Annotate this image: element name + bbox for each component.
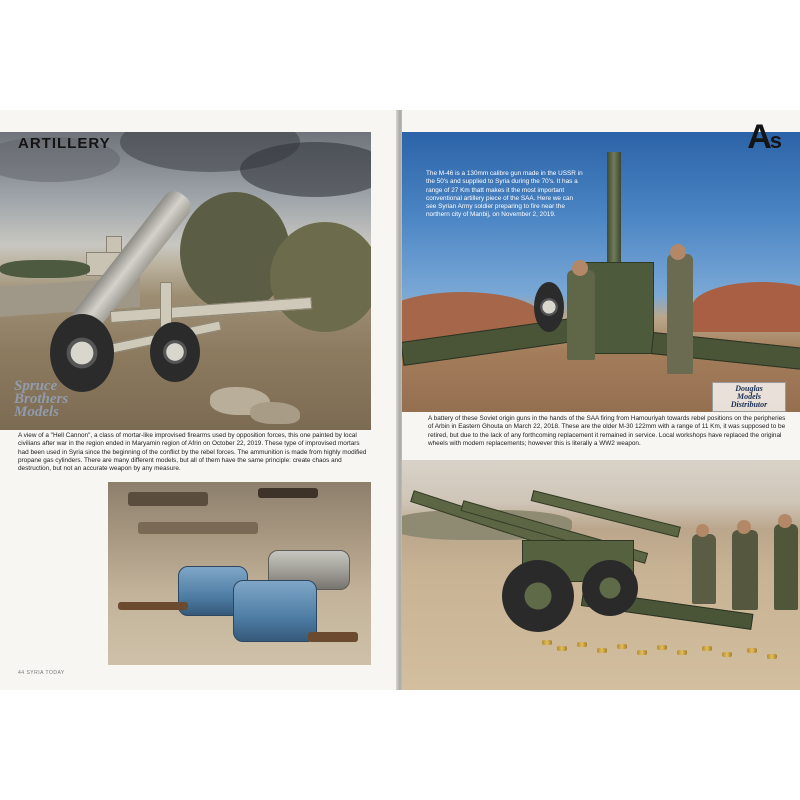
soldier-head <box>572 260 588 276</box>
m30-wheel <box>502 560 574 632</box>
soldier-head <box>778 514 792 528</box>
m30-battery-photo <box>402 460 800 690</box>
spent-shell-casing <box>677 650 687 655</box>
spent-shell-casing <box>542 640 552 645</box>
right-page <box>402 110 800 690</box>
logo-small: s <box>769 128 780 153</box>
hell-cannon-caption: A view of a "Hell Cannon", a class of mortar-like improvised firearms used by opposition forces, this one painted by local civilians after war in the region ended in Maryamin region of Afrin on October 22, 2019. These type of improvised mortars had been used in Syria since the beginning of the conflict by the rebel forces. The ammunition is made from highly modified propane gas cylinders. There are many different models, but all of them have the same principle: create chaos and destruction, but not an accurate weapon by any measure. <box>18 432 367 473</box>
logo-main: A <box>747 118 770 156</box>
left-page <box>0 110 398 690</box>
m46-wheel <box>534 282 564 332</box>
magazine-spread <box>0 110 800 690</box>
soldier-head <box>670 244 686 260</box>
debris <box>308 632 358 642</box>
spent-shell-casing <box>747 648 757 653</box>
badge-line: Models <box>737 392 761 401</box>
m46-caption: The M-46 is a 130mm calibre gun made in the USSR in the 50's and supplied to Syria during the 70's. It has a range of 27 Km thatt makes it the most important conventional artillery piece of the SAA. Here we can see Syrian Army soldier preparing to fire near the northern city of Manbij, on November 2, 2019. <box>426 170 583 219</box>
cloud <box>240 142 371 197</box>
badge-line: Douglas <box>735 384 763 393</box>
spent-shell-casing <box>577 642 587 647</box>
spent-shell-casing <box>557 646 567 651</box>
spent-shell-casing <box>702 646 712 651</box>
watermark-line: Brothers <box>14 391 69 407</box>
m30-caption: A battery of these Soviet origin guns in the hands of the SAA firing from Hamouriyah towards rebel positions on the peripheries of Arbin in Eastern Ghouta on March 22, 2018. These are the older M-30 122mm with a range of 11 Km, it was supposed to be retired, but due to the lack of any forthcoming replacement it remained in service. Local workshops have replaced the original wheels with modern replacements; however this is literally a WW2 weapon. <box>428 415 786 447</box>
olive-tree <box>270 222 371 332</box>
soldier-head <box>696 524 709 537</box>
propane-cylinders-photo <box>108 482 371 665</box>
spent-shell-casing <box>722 652 732 657</box>
spent-shell-casing <box>657 645 667 650</box>
rocks <box>250 402 300 424</box>
soldier <box>567 270 595 360</box>
abteilung-logo <box>747 118 780 157</box>
badge-line: Distributor <box>730 400 768 409</box>
soldier <box>732 530 758 610</box>
dirt-mound <box>692 282 800 332</box>
page-folio: 44 SYRIA TODAY <box>18 670 65 676</box>
debris <box>258 488 318 498</box>
soldier-head <box>737 520 751 534</box>
watermark-line: Spruce <box>14 378 58 394</box>
tree-line <box>0 260 90 278</box>
distributor-badge <box>712 382 786 412</box>
blue-gas-cylinder <box>233 580 317 642</box>
page-title: ARTILLERY <box>18 135 111 152</box>
spent-shell-casing <box>637 650 647 655</box>
debris <box>118 602 188 610</box>
soldier <box>774 524 798 610</box>
spent-shell-casing <box>767 654 777 659</box>
spent-shell-casing <box>597 648 607 653</box>
cannon-wheel-right <box>150 322 200 382</box>
watermark-line: Models <box>14 404 59 420</box>
m30-wheel <box>582 560 638 616</box>
spruce-brothers-watermark <box>14 380 104 419</box>
soldier <box>692 534 716 604</box>
spent-shell-casing <box>617 644 627 649</box>
debris <box>128 492 208 506</box>
debris <box>138 522 258 534</box>
soldier <box>667 254 693 374</box>
